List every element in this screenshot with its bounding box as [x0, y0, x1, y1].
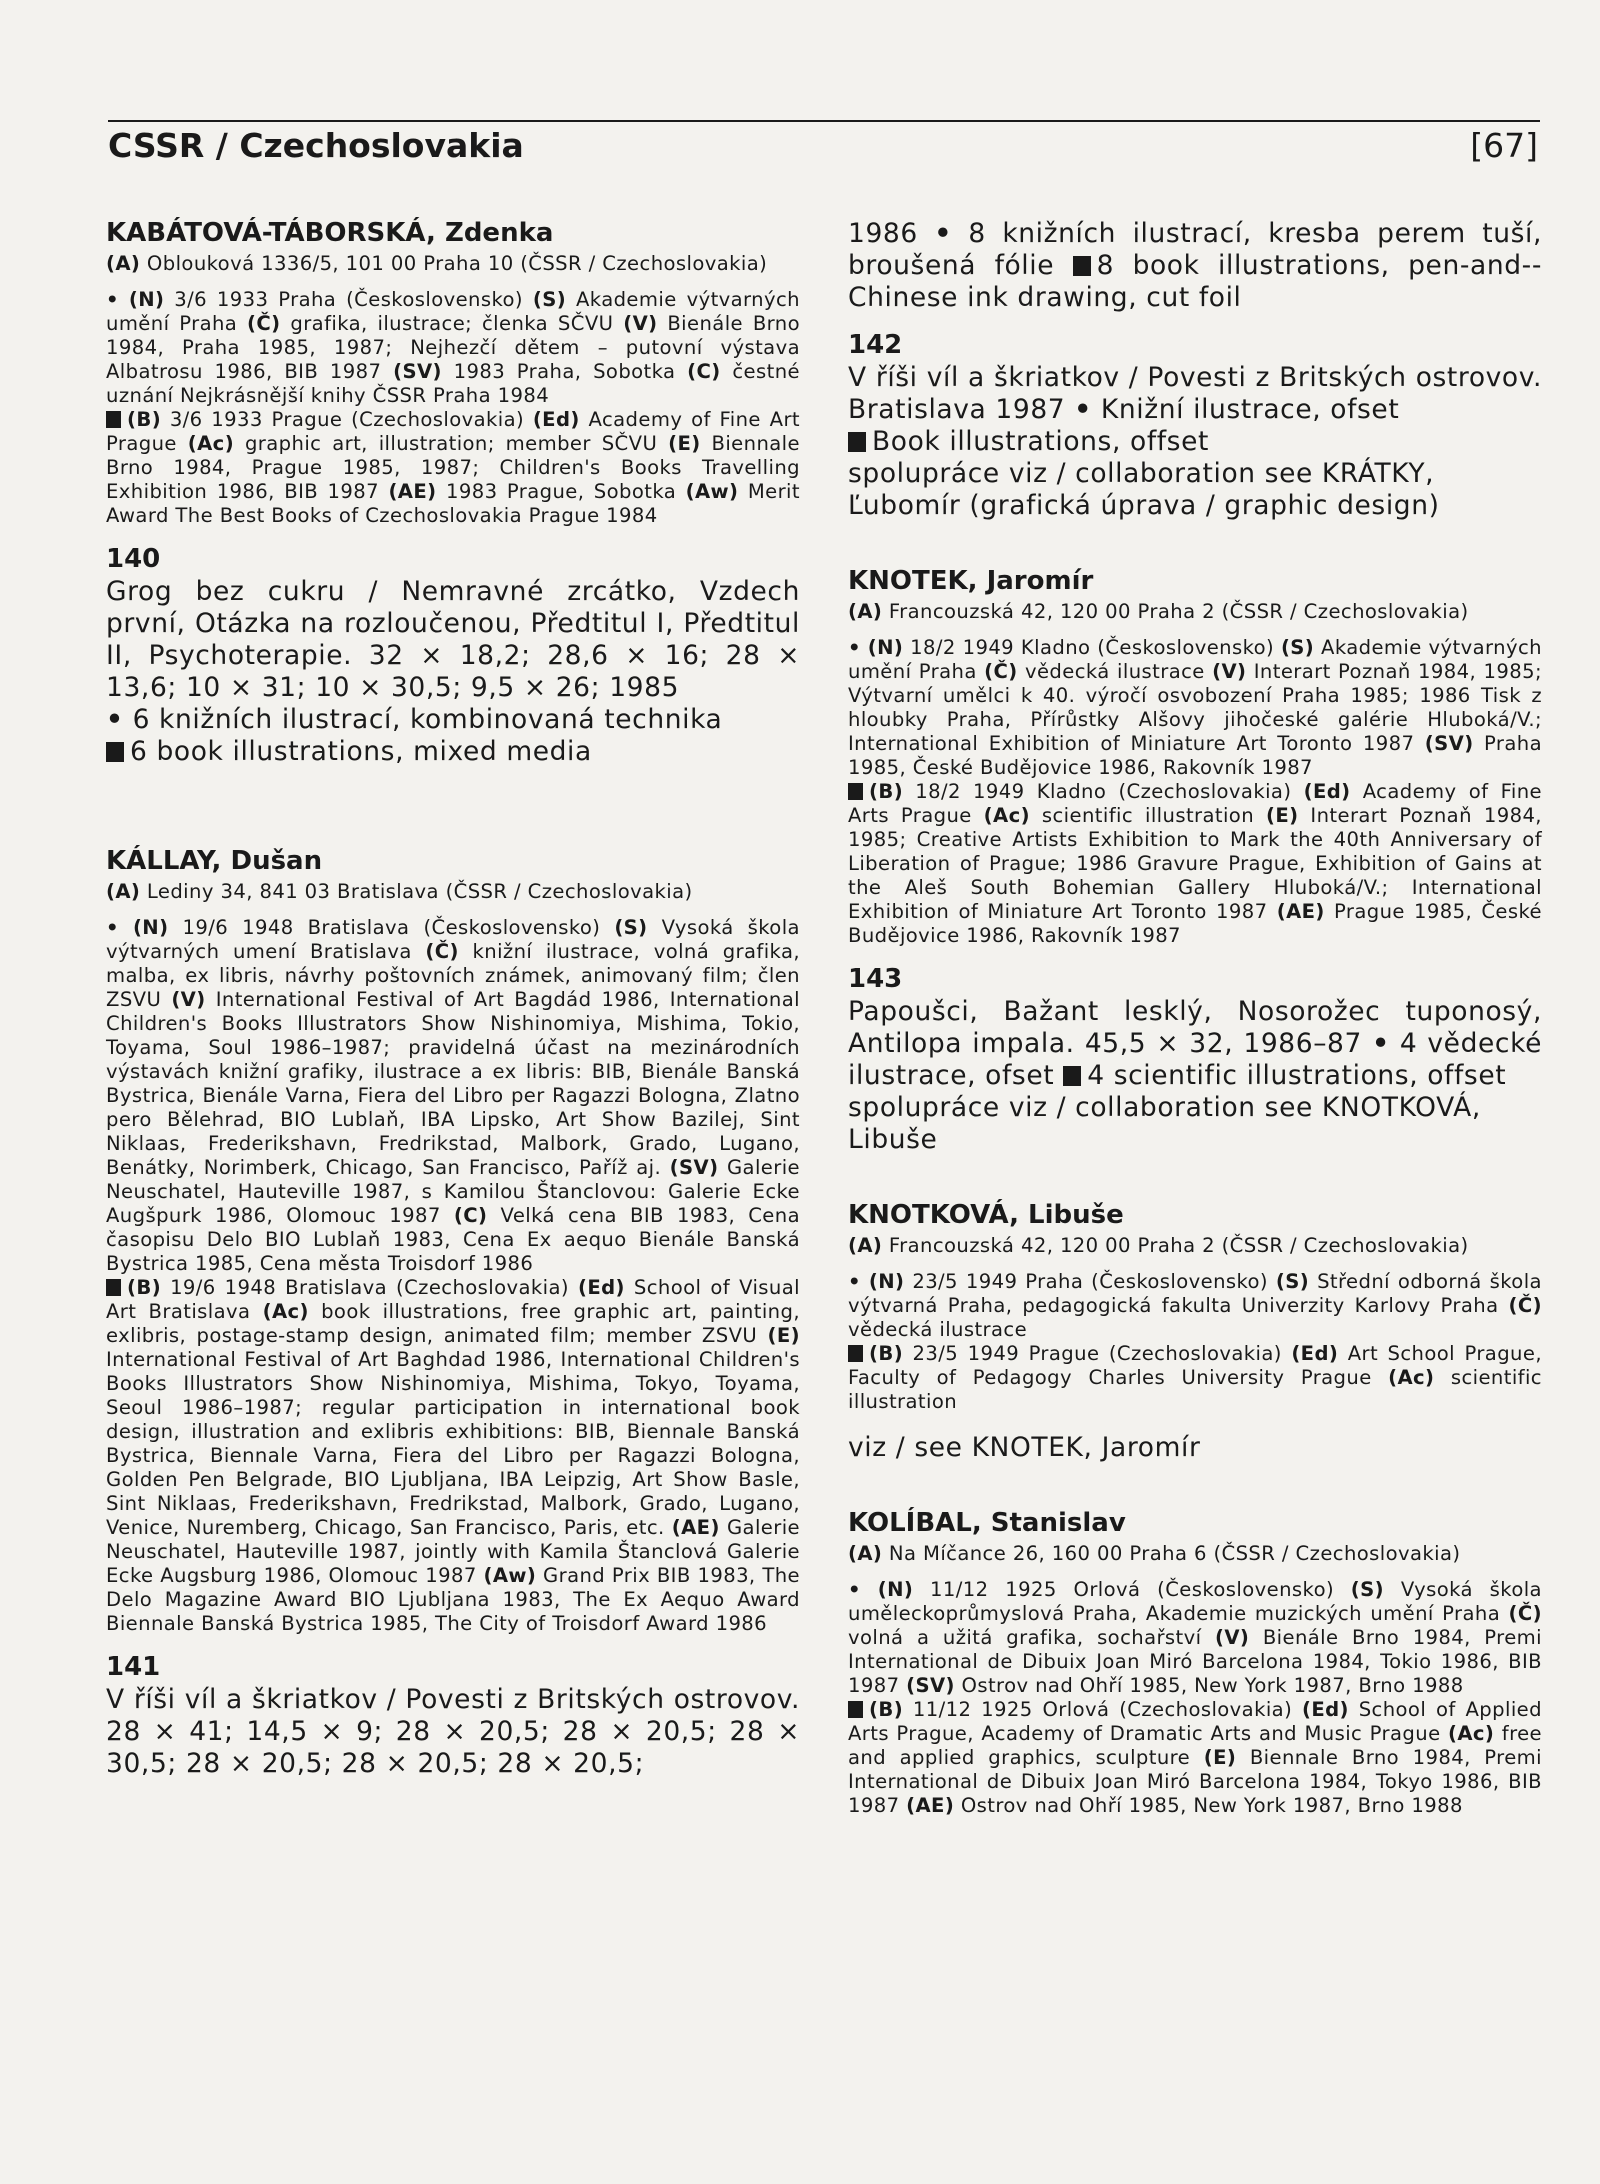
- work-description: V říši víl a škriatkov / Povesti z Britských ostrovov. 28 × 41; 14,5 × 9; 28 × 20,5; 28 × 20,5; 28 × 30,5; 28 × 20,5; 28 × 20,5; 28 × 20,5;: [106, 1684, 800, 1779]
- work-number: 142: [848, 330, 903, 360]
- bio-czech: • (N) 19/6 1948 Bratislava (Československo) (S) Vysoká škola výtvarných umení Bratislava (Č) knižní ilustrace, volná grafika, malba, ex libris, návrhy poštovních známek, animovaný film; člen ZSVU (V) International Festival of Art Bagdád 1986, International Children's Books Illustrators Show Nishinomiya, Mishima, Tokio, Toyama, Soul 1986–1987; pravidelná účast na mezinárodních výstavách knižní grafiky, ilustrace a ex libris: BIB, Bienále Banská Bystrica, Bienále Varna, Fiera del Libro per Ragazzi Bologna, Zlatno pero Bělehrad, BIO Lublaň, IBA Lipsko, Art Show Bazilej, Sint Niklaas, Frederikshavn, Fredrikstad, Malbork, Grado, Lugano, Benátky, Norimberk, Chicago, San Francisco, Paříž aj. (SV) Galerie Neuschatel, Hauteville 1987, s Kamilou Štanclovou: Galerie Ecke Augšpurk 1986, Olomouc 1987 (C) Velká cena BIB 1983, Cena časopisu Delo BIO Lublaň 1983, Cena Ex aequo Bienále Banská Bystrica 1985, Cena města Troisdorf 1986: [106, 916, 800, 1275]
- collaboration-note: spolupráce viz / collaboration see KNOTKOVÁ, Libuše: [848, 1092, 1481, 1155]
- artist-name: KOLÍBAL, Stanislav: [848, 1508, 1126, 1538]
- entry-knotek: [848, 566, 1542, 948]
- right-column: [848, 218, 1542, 1818]
- left-column: [106, 218, 800, 1780]
- bio-english: (B) 11/12 1925 Orlová (Czechoslovakia) (Ed) School of Applied Arts Prague, Academy of Dramatic Arts and Music Prague (Ac) free and applied graphics, sculpture (E) Biennale Brno 1984, Premi International de Dibuix Joan Miró Barcelona 1984, Tokyo 1986, BIB 1987 (AE) Ostrov nad Ohří 1985, New York 1987, Brno 1988: [848, 1698, 1542, 1817]
- square-marker-icon: [106, 411, 121, 428]
- work-142: [848, 330, 1542, 522]
- address: (A) Na Míčance 26, 160 00 Praha 6 (ČSSR / Czechoslovakia): [848, 1542, 1461, 1565]
- bio-czech: • (N) 23/5 1949 Praha (Československo) (S) Střední odborná škola výtvarná Praha, pedagogická fakulta Univerzity Karlovy Praha (Č) vědecká ilustrace: [848, 1270, 1542, 1341]
- entry-kallay: [106, 846, 800, 1636]
- collaboration-note: spolupráce viz / collaboration see KRÁTKY, Ľubomír (grafická úprava / graphic design): [848, 458, 1440, 521]
- bio-english: (B) 18/2 1949 Kladno (Czechoslovakia) (Ed) Academy of Fine Arts Prague (Ac) scientific illustration (E) Interart Poznaň 1984, 1985; Creative Artists Exhibition to Mark the 40th Anniversary of Liberation of Prague; 1986 Gravure Prague, Exhibition of Gains at the Aleš South Bohemian Gallery Hluboká/V.; International Exhibition of Miniature Art Toronto 1987 (AE) Prague 1985, České Budějovice 1986, Rakovník 1987: [848, 780, 1542, 947]
- square-marker-icon: [848, 432, 866, 452]
- square-marker-icon: [848, 783, 863, 800]
- square-marker-icon: [848, 1345, 863, 1362]
- work-141-continued: [848, 218, 1542, 314]
- work-description: 1986 • 8 knižních ilustrací, kresba perem tuší, broušená fólie 8 book illustrations, pen-and--Chinese ink drawing, cut foil: [848, 218, 1542, 313]
- page-number: [67]: [1470, 126, 1538, 165]
- square-marker-icon: [106, 1279, 121, 1296]
- artist-name: KÁLLAY, Dušan: [106, 846, 323, 876]
- square-marker-icon: [848, 1701, 863, 1718]
- bio-english: (B) 3/6 1933 Prague (Czechoslovakia) (Ed) Academy of Fine Art Prague (Ac) graphic art, illustration; member SČVU (E) Biennale Brno 1984, Prague 1985, 1987; Children's Books Travelling Exhibition 1986, BIB 1987 (AE) 1983 Prague, Sobotka (Aw) Merit Award The Best Books of Czechoslovakia Prague 1984: [106, 408, 800, 527]
- work-number: 141: [106, 1652, 161, 1682]
- cross-reference: viz / see KNOTEK, Jaromír: [848, 1432, 1201, 1463]
- page-title: CSSR / Czechoslovakia: [108, 126, 524, 165]
- header-rule: [108, 120, 1540, 122]
- address: (A) Francouzská 42, 120 00 Praha 2 (ČSSR / Czechoslovakia): [848, 600, 1469, 623]
- entry-knotkova: [848, 1200, 1542, 1464]
- work-description: Grog bez cukru / Nemravné zrcátko, Vzdech první, Otázka na rozloučenou, Předtitul I, Předtitul II, Psychoterapie. 32 × 18,2; 28,6 × 16; 28 × 13,6; 10 × 31; 10 × 30,5; 9,5 × 26; 1985 • 6 knižních ilustrací, kombinovaná technika 6 book illustrations, mixed media: [106, 576, 800, 767]
- square-marker-icon: [106, 742, 124, 762]
- bio-czech: • (N) 11/12 1925 Orlová (Československo) (S) Vysoká škola uměleckoprůmyslová Praha, Akademie muzických umění Praha (Č) volná a užitá grafika, sochařství (V) Bienále Brno 1984, Premi International de Dibuix Joan Miró Barcelona 1984, Tokio 1986, BIB 1987 (SV) Ostrov nad Ohří 1985, New York 1987, Brno 1988: [848, 1578, 1542, 1697]
- entry-kolibal: [848, 1508, 1542, 1818]
- work-description: V říši víl a škriatkov / Povesti z Britských ostrovov. Bratislava 1987 • Knižní ilustrace, ofset Book illustrations, offset: [848, 362, 1542, 457]
- square-marker-icon: [1063, 1066, 1081, 1086]
- artist-name: KABÁTOVÁ-TÁBORSKÁ, Zdenka: [106, 218, 554, 248]
- work-140: [106, 544, 800, 768]
- work-number: 143: [848, 964, 903, 994]
- bio-english: (B) 19/6 1948 Bratislava (Czechoslovakia) (Ed) School of Visual Art Bratislava (Ac) book illustrations, free graphic art, painting, exlibris, postage-stamp design, animated film; member ZSVU (E) International Festival of Art Baghdad 1986, International Children's Books Illustrators Show Nishinomiya, Mishima, Tokyo, Toyama, Seoul 1986–1987; regular participation in international book design, illustration and exlibris exhibitions: BIB, Biennale Banská Bystrica, Biennale Varna, Fiera del Libro per Ragazzi Bologna, Golden Pen Belgrade, BIO Ljubljana, IBA Leipzig, Art Show Basle, Sint Niklaas, Frederikshavn, Fredrikstad, Malbork, Grado, Lugano, Venice, Nuremberg, Chicago, San Francisco, Paris, etc. (AE) Galerie Neuschatel, Hauteville 1987, jointly with Kamila Štanclová Galerie Ecke Augsburg 1986, Olomouc 1987 (Aw) Grand Prix BIB 1983, The Delo Magazine Award BIO Ljubljana 1983, The Ex Aequo Award Biennale Banská Bystrica 1985, The City of Troisdorf Award 1986: [106, 1276, 800, 1635]
- address: (A) Oblouková 1336/5, 101 00 Praha 10 (ČSSR / Czechoslovakia): [106, 252, 768, 275]
- entry-kabatova: [106, 218, 800, 528]
- work-number: 140: [106, 544, 161, 574]
- work-143: [848, 964, 1542, 1156]
- artist-name: KNOTEK, Jaromír: [848, 566, 1094, 596]
- work-description: Papoušci, Bažant lesklý, Nosorožec tuponosý, Antilopa impala. 45,5 × 32, 1986–87 • 4 vědecké ilustrace, ofset 4 scientific illustrations, offset: [848, 996, 1542, 1091]
- artist-name: KNOTKOVÁ, Libuše: [848, 1200, 1124, 1230]
- bio-english: (B) 23/5 1949 Prague (Czechoslovakia) (Ed) Art School Prague, Faculty of Pedagogy Charles University Prague (Ac) scientific illustration: [848, 1342, 1542, 1413]
- square-marker-icon: [1073, 256, 1091, 276]
- bio-czech: • (N) 3/6 1933 Praha (Československo) (S) Akademie výtvarných umění Praha (Č) grafika, ilustrace; členka SČVU (V) Bienále Brno 1984, Praha 1985, 1987; Nejhezčí dětem – putovní výstava Albatrosu 1986, BIB 1987 (SV) 1983 Praha, Sobotka (C) čestné uznání Nejkrásnější knihy ČSSR Praha 1984: [106, 288, 800, 407]
- address: (A) Lediny 34, 841 03 Bratislava (ČSSR / Czechoslovakia): [106, 880, 693, 903]
- work-141: [106, 1652, 800, 1780]
- bio-czech: • (N) 18/2 1949 Kladno (Československo) (S) Akademie výtvarných umění Praha (Č) vědecká ilustrace (V) Interart Poznaň 1984, 1985; Výtvarní umělci k 40. výročí osvobození Praha 1985; 1986 Tisk z hloubky Praha, Přírůstky Alšovy jihočeské galérie Hluboká/V.; International Exhibition of Miniature Art Toronto 1987 (SV) Praha 1985, České Budějovice 1986, Rakovník 1987: [848, 636, 1542, 779]
- address: (A) Francouzská 42, 120 00 Praha 2 (ČSSR / Czechoslovakia): [848, 1234, 1469, 1257]
